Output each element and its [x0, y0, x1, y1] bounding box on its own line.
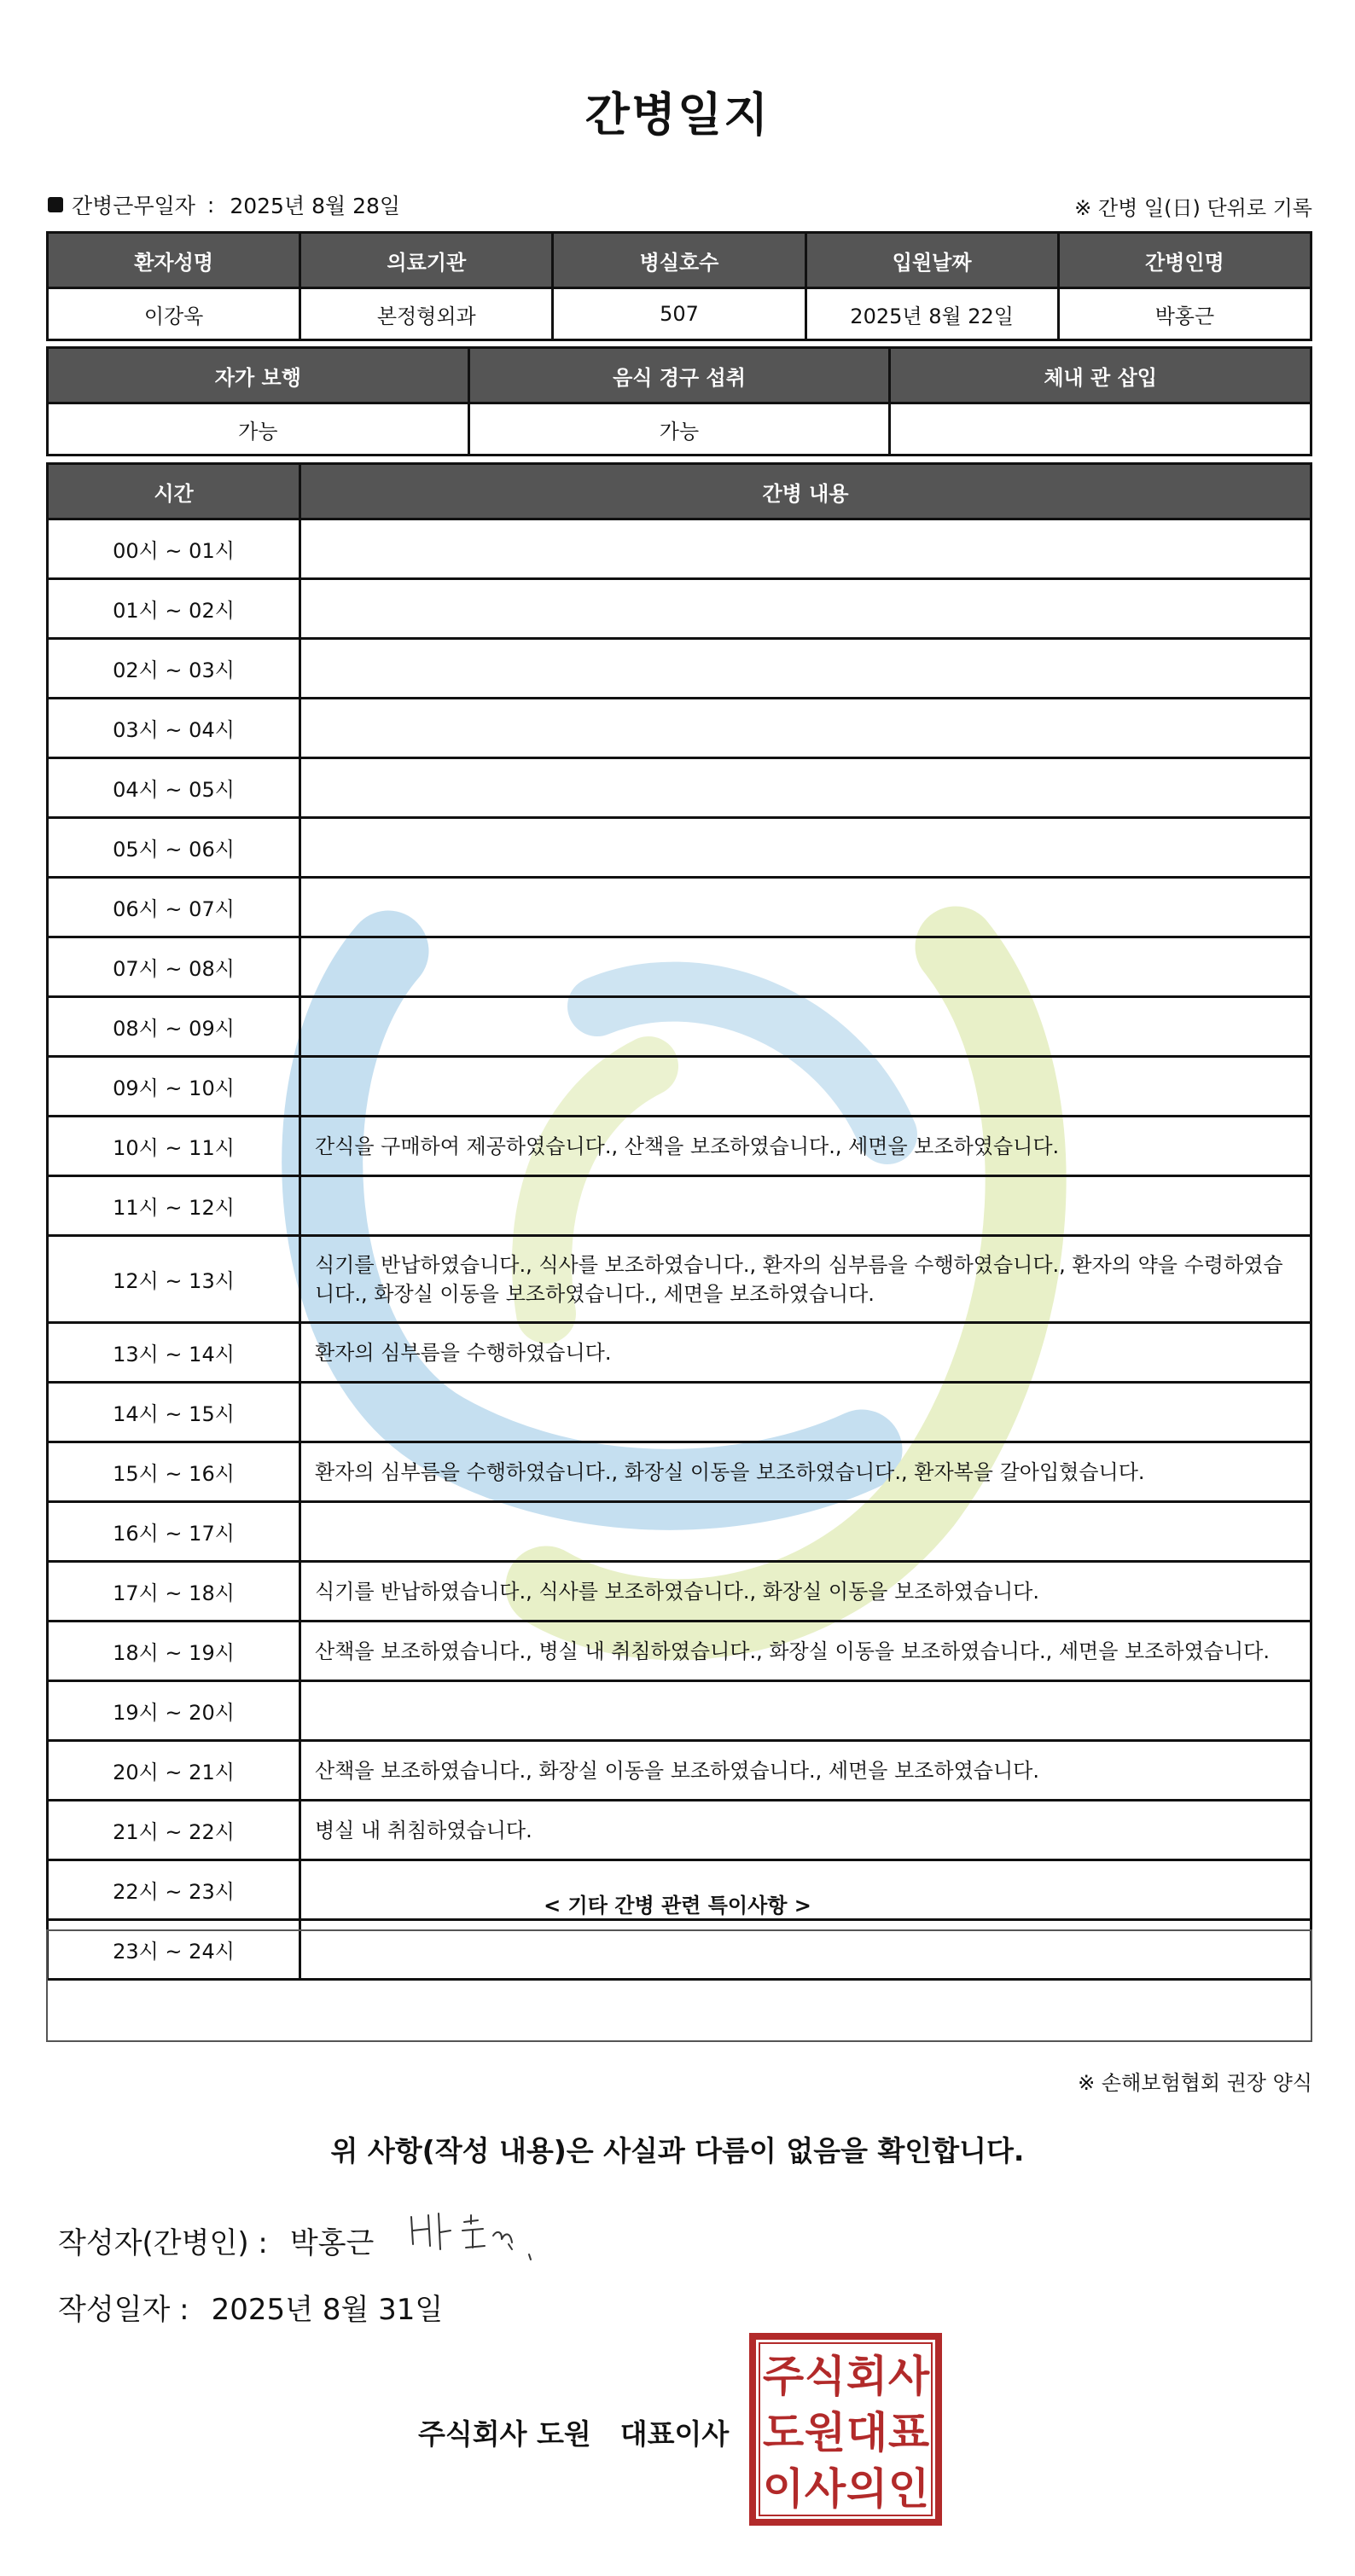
table-row: [48, 1681, 1311, 1741]
seal-character: 대: [846, 2408, 888, 2457]
seal-character: 주: [762, 2352, 805, 2401]
time-slot: 15시 ~ 16시: [48, 1442, 300, 1502]
time-slot: 21시 ~ 22시: [48, 1801, 300, 1860]
time-slot: 04시 ~ 05시: [48, 758, 300, 818]
table-row: [48, 1117, 1311, 1176]
table-row: [48, 1236, 1311, 1323]
seal-character: 원: [804, 2408, 846, 2457]
header-care-content: 간병 내용: [300, 464, 1311, 519]
care-content: [300, 1383, 1311, 1442]
time-slot: 07시 ~ 08시: [48, 937, 300, 997]
table-row: [48, 937, 1311, 997]
self-walking-value: 가능: [48, 403, 469, 455]
writer-label: 작성자(간병인) :: [58, 2226, 268, 2260]
work-date-colon: :: [206, 192, 215, 218]
seal-character: 의: [846, 2464, 888, 2514]
table-row: [48, 1176, 1311, 1236]
table-row: [48, 1741, 1311, 1801]
time-slot: 08시 ~ 09시: [48, 997, 300, 1057]
time-slot: 13시 ~ 14시: [48, 1323, 300, 1383]
seal-character: 사: [887, 2352, 930, 2401]
other-notes-box: [46, 1929, 1312, 2042]
care-content: [300, 1057, 1311, 1117]
table-row: [48, 1622, 1311, 1681]
care-content: [300, 699, 1311, 758]
care-content: [300, 758, 1311, 818]
written-date-value: 2025년 8월 31일: [211, 2293, 444, 2327]
seal-character: 표: [887, 2408, 930, 2457]
care-log-table: [46, 462, 1312, 1981]
care-content: [300, 1502, 1311, 1562]
time-slot: 23시 ~ 24시: [48, 1920, 300, 1980]
time-slot: 17시 ~ 18시: [48, 1562, 300, 1622]
care-content: [300, 878, 1311, 937]
ability-table: [46, 346, 1312, 456]
table-row: [48, 519, 1311, 579]
table-row: [48, 1323, 1311, 1383]
form-source-note: ※ 손해보험협회 권장 양식: [1078, 2071, 1312, 2095]
written-date-row: [58, 2286, 443, 2328]
header-hospital: 의료기관: [300, 233, 553, 288]
tube-insertion-value: [890, 403, 1311, 455]
care-content: [300, 519, 1311, 579]
care-content: 식기를 반납하였습니다., 식사를 보조하였습니다., 환자의 심부름을 수행하였습니다., 환자의 약을 수령하였습니다., 화장실 이동을 보조하였습니다., 세면을 보조하였습니다.: [300, 1236, 1311, 1323]
care-content: 산책을 보조하였습니다., 병실 내 취침하였습니다., 화장실 이동을 보조하였습니다., 세면을 보조하였습니다.: [300, 1622, 1311, 1681]
seal-character: 식: [804, 2352, 846, 2401]
time-slot: 20시 ~ 21시: [48, 1741, 300, 1801]
table-row: [48, 639, 1311, 699]
header-admission-date: 입원날짜: [805, 233, 1058, 288]
table-row: [48, 579, 1311, 639]
header-room: 병실호수: [553, 233, 805, 288]
seal-character: 도: [762, 2408, 805, 2457]
seal-character: 이: [762, 2464, 805, 2514]
table-row: [48, 1442, 1311, 1502]
care-content: [300, 639, 1311, 699]
care-content: [300, 1176, 1311, 1236]
work-date-value: 2025년 8월 28일: [230, 194, 401, 218]
care-content: [300, 937, 1311, 997]
company-seal: [749, 2333, 942, 2526]
ceo-title: 대표이사: [619, 2417, 730, 2451]
hospital-name: 본정형외과: [300, 288, 553, 340]
work-date-label: 간병근무일자: [72, 194, 195, 218]
table-row: [48, 1801, 1311, 1860]
patient-info-table: [46, 231, 1312, 341]
care-content: [300, 818, 1311, 878]
care-content: [300, 1681, 1311, 1741]
time-slot: 09시 ~ 10시: [48, 1057, 300, 1117]
table-row: [48, 818, 1311, 878]
header-patient-name: 환자성명: [48, 233, 300, 288]
other-notes-title: < 기타 간병 관련 특이사항 >: [544, 1894, 811, 1917]
work-date-row: [48, 189, 400, 220]
time-slot: 03시 ~ 04시: [48, 699, 300, 758]
caregiver-name: 박홍근: [1058, 288, 1311, 340]
table-row: [48, 758, 1311, 818]
patient-name: 이강욱: [48, 288, 300, 340]
seal-character: 인: [887, 2464, 930, 2514]
oral-intake-value: 가능: [468, 403, 890, 455]
room-number: 507: [553, 288, 805, 340]
time-slot: 01시 ~ 02시: [48, 579, 300, 639]
care-content: 산책을 보조하였습니다., 화장실 이동을 보조하였습니다., 세면을 보조하였습니다.: [300, 1741, 1311, 1801]
record-unit-note: ※ 간병 일(日) 단위로 기록: [1074, 196, 1312, 220]
time-slot: 19시 ~ 20시: [48, 1681, 300, 1741]
bullet-square-icon: [48, 197, 63, 212]
time-slot: 16시 ~ 17시: [48, 1502, 300, 1562]
time-slot: 11시 ~ 12시: [48, 1176, 300, 1236]
time-slot: 06시 ~ 07시: [48, 878, 300, 937]
company-row: [418, 2412, 729, 2452]
table-row: [48, 699, 1311, 758]
time-slot: 05시 ~ 06시: [48, 818, 300, 878]
time-slot: 22시 ~ 23시: [48, 1860, 300, 1920]
header-self-walking: 자가 보행: [48, 348, 469, 403]
header-oral-intake: 음식 경구 섭취: [468, 348, 890, 403]
writer-name: 박홍근: [289, 2226, 375, 2260]
care-content: 환자의 심부름을 수행하였습니다., 화장실 이동을 보조하였습니다., 환자복을 갈아입혔습니다.: [300, 1442, 1311, 1502]
time-slot: 14시 ~ 15시: [48, 1383, 300, 1442]
time-slot: 10시 ~ 11시: [48, 1117, 300, 1176]
company-name: 주식회사 도원: [418, 2417, 591, 2451]
care-content: [300, 579, 1311, 639]
time-slot: 00시 ~ 01시: [48, 519, 300, 579]
writer-row: [58, 2219, 374, 2261]
care-content: 식기를 반납하였습니다., 식사를 보조하였습니다., 화장실 이동을 보조하였습니다.: [300, 1562, 1311, 1622]
seal-character: 사: [804, 2464, 846, 2514]
time-slot: 18시 ~ 19시: [48, 1622, 300, 1681]
header-time: 시간: [48, 464, 300, 519]
table-row: [48, 878, 1311, 937]
page-title: 간병일지: [584, 88, 771, 142]
written-date-label: 작성일자 :: [58, 2293, 189, 2327]
time-slot: 12시 ~ 13시: [48, 1236, 300, 1323]
table-row: [48, 1383, 1311, 1442]
admission-date: 2025년 8월 22일: [805, 288, 1058, 340]
handwritten-signature: [401, 2205, 546, 2266]
seal-character: 회: [846, 2352, 888, 2401]
care-content: [300, 997, 1311, 1057]
care-content: 간식을 구매하여 제공하였습니다., 산책을 보조하였습니다., 세면을 보조하였습니다.: [300, 1117, 1311, 1176]
confirmation-statement: 위 사항(작성 내용)은 사실과 다름이 없음을 확인합니다.: [330, 2134, 1025, 2167]
table-row: [48, 1502, 1311, 1562]
table-row: [48, 1057, 1311, 1117]
care-content: 환자의 심부름을 수행하였습니다.: [300, 1323, 1311, 1383]
table-row: [48, 1562, 1311, 1622]
header-caregiver-name: 간병인명: [1058, 233, 1311, 288]
table-row: [48, 997, 1311, 1057]
time-slot: 02시 ~ 03시: [48, 639, 300, 699]
care-content: 병실 내 취침하였습니다.: [300, 1801, 1311, 1860]
header-tube-insertion: 체내 관 삽입: [890, 348, 1311, 403]
